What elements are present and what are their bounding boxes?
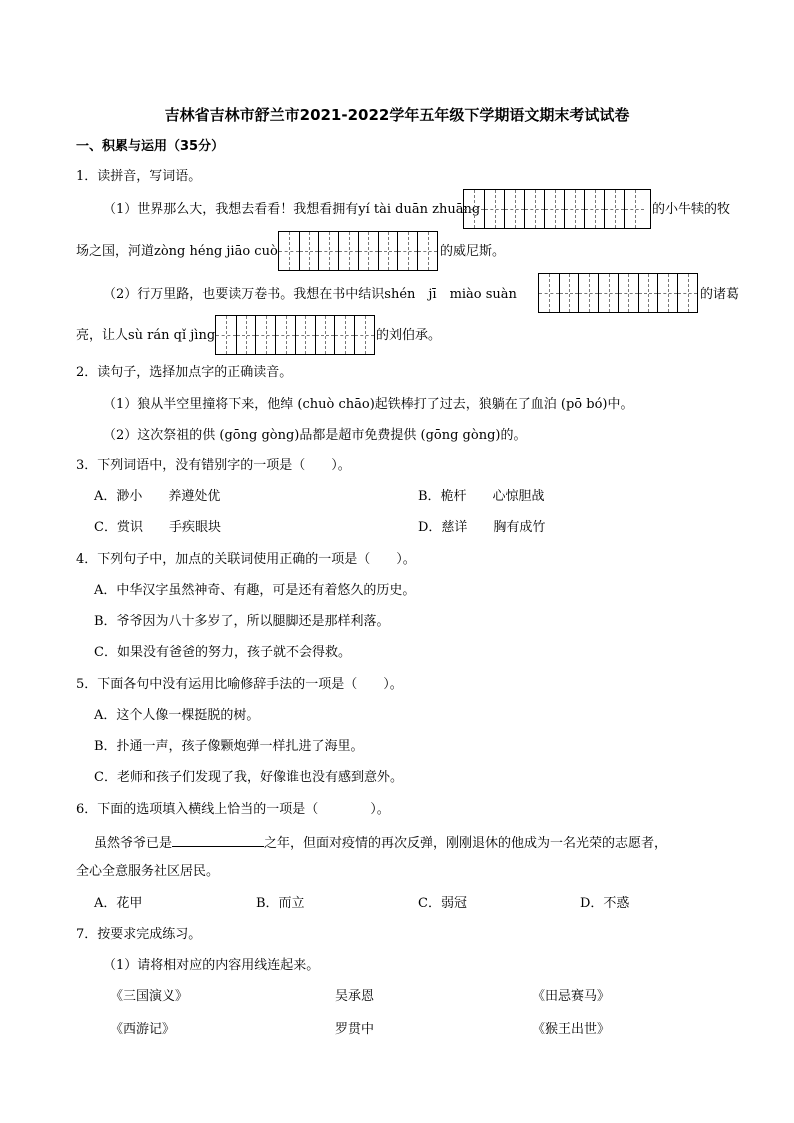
question-3-option-c[interactable]: C．赏识 手疾眼块 xyxy=(94,520,221,535)
section-heading: 一、积累与运用（35分） xyxy=(76,139,225,154)
match-right-item[interactable]: 《猴王出世》 xyxy=(532,1022,611,1037)
question-3-option-b[interactable]: B．桅杆 心惊胆战 xyxy=(418,489,545,504)
answer-grid-3[interactable] xyxy=(538,273,698,313)
question-1-line-4-tail: 的刘伯承。 xyxy=(376,328,442,343)
answer-grid-2[interactable] xyxy=(278,231,438,271)
question-5-option-c[interactable]: C．老师和孩子们发现了我，好像谁也没有感到意外。 xyxy=(94,770,403,785)
question-2-line-1: （1）狼从半空里撞将下来，他绰 (chuò chāo)起铁棒打了过去，狼躺在了血泊 (pō bó)中。 xyxy=(103,397,634,412)
question-3-option-d[interactable]: D．慈详 胸有成竹 xyxy=(418,520,546,535)
answer-grid-4[interactable] xyxy=(215,315,375,355)
question-3-option-a[interactable]: A．渺小 养遵处优 xyxy=(94,489,221,504)
page-title: 吉林省吉林市舒兰市2021-2022学年五年级下学期语文期末考试试卷 xyxy=(164,106,630,124)
question-6-line-1-tail: 之年，但面对疫情的再次反弹，刚刚退休的他成为一名光荣的志愿者， xyxy=(264,836,668,851)
question-6-line-1 xyxy=(94,832,667,853)
question-4-option-a[interactable]: A．中华汉字虽然神奇、有趣，可是还有着悠久的历史。 xyxy=(94,583,416,598)
question-6-line-2: 全心全意服务社区居民。 xyxy=(76,864,220,879)
question-1-line-3-tail: 的诸葛 xyxy=(700,287,740,302)
question-6-option-b[interactable]: B．而立 xyxy=(256,896,305,911)
question-5-stem: 5．下面各句中没有运用比喻修辞手法的一项是（ ）。 xyxy=(76,677,403,692)
answer-grid-1[interactable] xyxy=(463,189,651,229)
question-7-stem: 7．按要求完成练习。 xyxy=(76,927,202,942)
match-left-item[interactable]: 《西游记》 xyxy=(110,1022,176,1037)
question-5-option-b[interactable]: B．扑通一声，孩子像颗炮弹一样扎进了海里。 xyxy=(94,739,364,754)
question-5-option-a[interactable]: A．这个人像一棵挺脱的树。 xyxy=(94,708,260,723)
question-6-option-c[interactable]: C．弱冠 xyxy=(418,896,467,911)
match-middle-item[interactable]: 吴承恩 xyxy=(335,989,375,1004)
question-1-line-3: （2）行万里路，也要读万卷书。我想在书中结识shén jī miào suàn xyxy=(103,287,517,302)
question-1-line-2: 场之国，河道zòng héng jiāo cuò xyxy=(76,244,278,259)
question-1-line-4: 亮，让人sù rán qǐ jìng xyxy=(76,328,216,343)
match-left-item[interactable]: 《三国演义》 xyxy=(110,989,189,1004)
question-2-line-2: （2）这次祭祖的供 (gōng gòng)品都是超市免费提供 (gōng gòng)的。 xyxy=(103,428,527,443)
question-6-stem: 6．下面的选项填入横线上恰当的一项是（ ）。 xyxy=(76,802,390,817)
question-6-option-a[interactable]: A．花甲 xyxy=(94,896,143,911)
question-1-line-1: （1）世界那么大，我想去看看！我想看拥有yí tài duān zhuāng xyxy=(103,202,481,217)
question-3-stem: 3．下列词语中，没有错别字的一项是（ ）。 xyxy=(76,458,351,473)
match-right-item[interactable]: 《田忌赛马》 xyxy=(532,989,611,1004)
question-6-line-1-head: 虽然爷爷已是 xyxy=(94,836,173,851)
question-6-option-d[interactable]: D．不惑 xyxy=(580,896,630,911)
question-4-option-c[interactable]: C．如果没有爸爸的努力，孩子就不会得救。 xyxy=(94,645,351,660)
question-1-line-1-tail: 的小牛犊的牧 xyxy=(652,202,731,217)
question-4-stem: 4．下列句子中，加点的关联词使用正确的一项是（ ）。 xyxy=(76,552,416,567)
question-4-option-b[interactable]: B．爷爷因为八十多岁了，所以腿脚还是那样利落。 xyxy=(94,614,390,629)
question-7-sub-1: （1）请将相对应的内容用线连起来。 xyxy=(103,958,320,973)
question-2-stem: 2．读句子，选择加点字的正确读音。 xyxy=(76,365,293,380)
question-1-line-2-tail: 的威尼斯。 xyxy=(440,244,506,259)
match-middle-item[interactable]: 罗贯中 xyxy=(335,1022,375,1037)
question-1-stem: 1．读拼音，写词语。 xyxy=(76,169,202,184)
fill-blank[interactable] xyxy=(172,832,264,847)
